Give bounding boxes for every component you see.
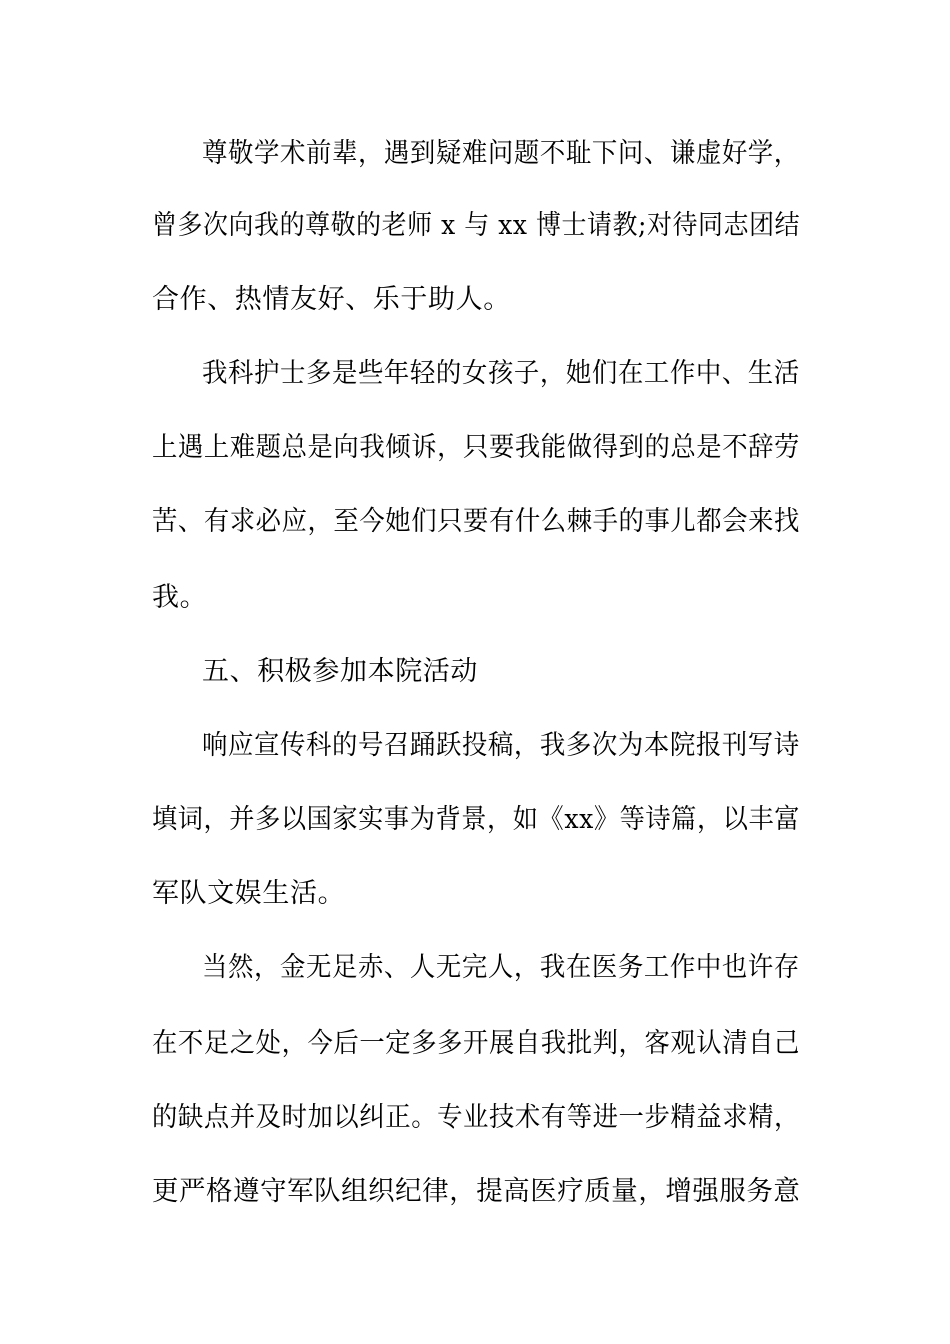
- paragraph-1-line-2: 曾多次向我的尊敬的老师 x 与 xx 博士请教;对待同志团结: [152, 210, 801, 241]
- paragraph-1-line-3: 合作、热情友好、乐于助人。: [152, 284, 511, 315]
- paragraph-1-line-1: 尊敬学术前辈，遇到疑难问题不耻下问、谦虚好学，: [202, 138, 800, 169]
- paragraph-4-line-2: 在不足之处，今后一定多多开展自我批判，客观认清自己: [152, 1028, 800, 1059]
- paragraph-4-line-3: 的缺点并及时加以纠正。专业技术有等进一步精益求精，: [152, 1102, 800, 1133]
- paragraph-3-line-1: 响应宣传科的号召踊跃投稿，我多次为本院报刊写诗: [202, 730, 800, 761]
- paragraph-2-line-3: 苦、有求必应，至今她们只要有什么棘手的事儿都会来找: [152, 506, 800, 537]
- paragraph-3-line-3: 军队文娱生活。: [152, 878, 346, 909]
- paragraph-4-line-1: 当然，金无足赤、人无完人，我在医务工作中也许存: [202, 952, 800, 983]
- section-heading: 五、积极参加本院活动: [202, 656, 478, 687]
- paragraph-2-line-2: 上遇上难题总是向我倾诉，只要我能做得到的总是不辞劳: [152, 432, 800, 463]
- paragraph-3-line-2: 填词，并多以国家实事为背景，如《xx》等诗篇，以丰富: [152, 804, 801, 835]
- paragraph-4-line-4: 更严格遵守军队组织纪律，提高医疗质量，增强服务意: [152, 1176, 801, 1207]
- paragraph-2-line-4: 我。: [152, 582, 208, 613]
- paragraph-2-line-1: 我科护士多是些年轻的女孩子，她们在工作中、生活: [202, 358, 800, 389]
